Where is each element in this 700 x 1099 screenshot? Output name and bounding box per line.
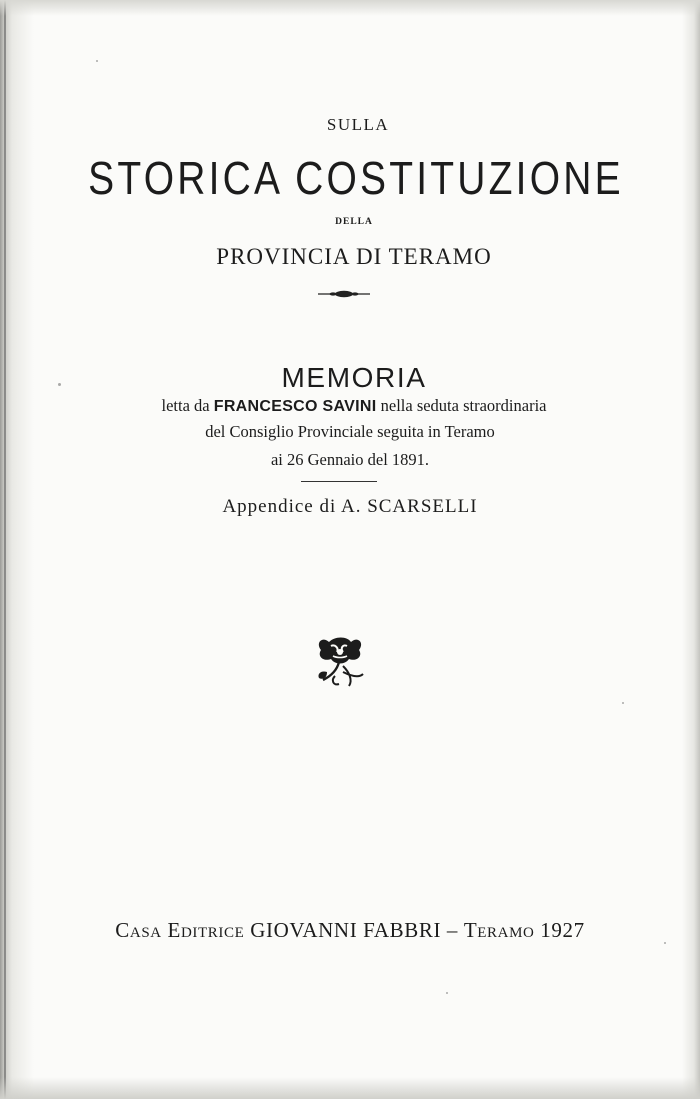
scan-edge-top [0,0,700,16]
read-by-prefix: letta da [161,396,214,415]
scan-speck [446,992,448,994]
publisher-house: Casa Editrice [115,918,245,942]
read-by-suffix: nella seduta straordinaria [376,396,547,415]
scan-speck [96,60,98,62]
heading-della: DELLA [335,217,373,227]
publisher-year: 1927 [534,918,585,942]
memoria-heading: MEMORIA [281,362,427,393]
publisher-emblem-icon [313,632,371,690]
appendix-line: Appendice di A. SCARSELLI [222,496,478,517]
subtitle: PROVINCIA DI TERAMO [216,244,492,269]
heading-sulla: SULLA [326,115,390,134]
scan-speck [622,702,624,704]
date-line: ai 26 Gennaio del 1891. [270,450,430,469]
publisher-city: Teramo [463,918,535,942]
main-title: STORICA COSTITUZIONE [88,153,624,205]
council-line: del Consiglio Provinciale seguita in Teramo [205,422,495,441]
divider-ornament-icon [316,287,372,301]
publisher-name: GIOVANNI FABBRI – [244,918,464,942]
scan-edge-bottom [0,1077,700,1099]
divider-rule [301,481,377,482]
author-name: FRANCESCO SAVINI [213,398,377,415]
scan-speck [58,383,61,386]
publisher-line [0,920,700,941]
scan-speck [664,942,666,944]
read-by-line [4,398,700,415]
